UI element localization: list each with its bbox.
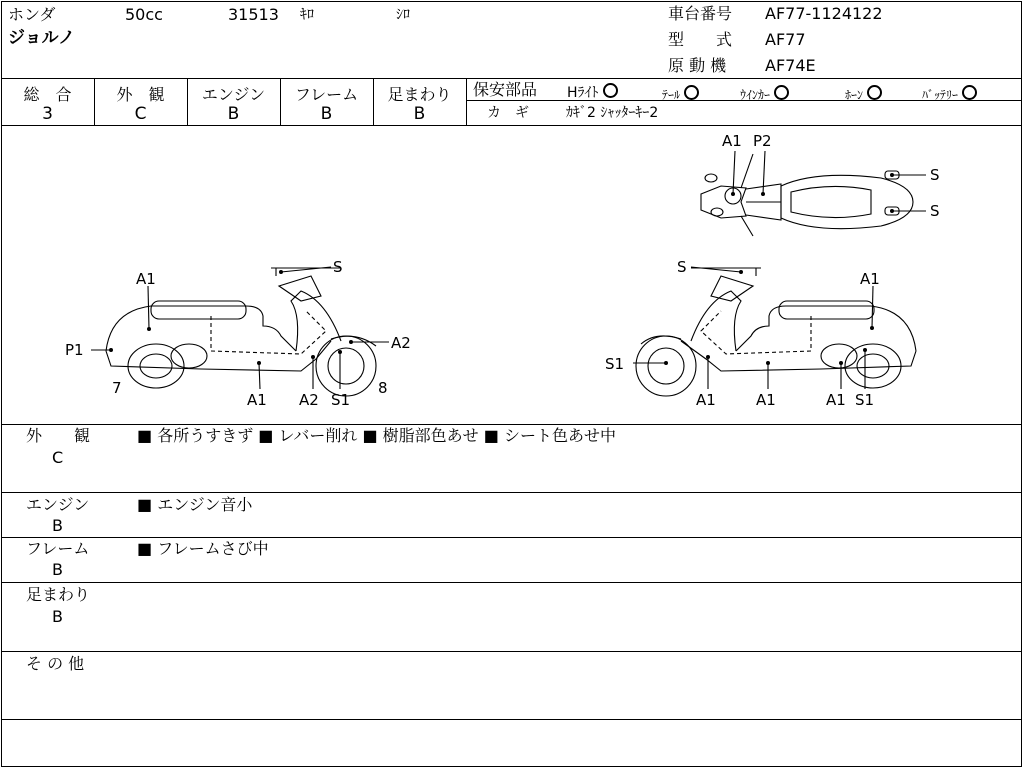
diagram-label: S	[333, 258, 343, 276]
divider	[1, 78, 1022, 79]
safety-item-horn	[845, 85, 882, 101]
ok-circle-icon	[962, 85, 977, 100]
diagram-label: P1	[65, 341, 84, 359]
key-label: カ ギ	[487, 105, 529, 121]
remark-grade-exterior: C	[52, 448, 64, 467]
remark-label-exterior: 外 観	[26, 426, 91, 445]
type-label: 型 式	[668, 30, 733, 49]
overall-grade: 3	[42, 104, 53, 124]
safety-item-battery	[922, 85, 977, 101]
safety-item-label: Hﾗｲﾄ	[567, 85, 599, 101]
safety-item-winker	[740, 85, 789, 101]
ok-circle-icon	[774, 85, 789, 100]
engine-label: エンジン	[201, 85, 266, 104]
frame-no-label: 車台番号	[668, 4, 733, 23]
safety-item-headlight	[567, 83, 618, 100]
safety-item-label: ｳｲﾝｶｰ	[740, 88, 771, 102]
divider	[466, 78, 467, 125]
diagram-label: A2	[299, 391, 319, 409]
diagram-label: S	[677, 258, 687, 276]
mileage-unit: ｷﾛ	[300, 7, 314, 23]
displacement: 50cc	[125, 5, 163, 24]
safety-parts-label: 保安部品	[473, 80, 538, 99]
safety-item-tail	[662, 85, 699, 101]
remark-label-frame: フレーム	[26, 539, 90, 558]
diagram-label: A1	[722, 132, 742, 150]
remark-grade-engine: B	[52, 516, 63, 535]
diagram-label: 8	[378, 379, 388, 397]
type-value: AF77	[765, 30, 806, 49]
remark-text-engine: ■ エンジン音小	[137, 495, 253, 514]
ok-circle-icon	[867, 85, 882, 100]
diagram-label: S1	[605, 355, 625, 373]
suspension-grade: B	[413, 104, 426, 124]
remark-label-other: そ の 他	[26, 654, 85, 673]
leader-lines	[91, 151, 926, 389]
remark-grade-suspension: B	[52, 607, 63, 626]
diagram-label: A1	[136, 270, 156, 288]
safety-item-label: ﾎｰﾝ	[845, 88, 864, 102]
divider	[1, 492, 1022, 493]
overall-label: 総 合	[23, 85, 72, 104]
diagram-label: S1	[331, 391, 351, 409]
ok-circle-icon	[603, 83, 618, 98]
key-value: ｶｷﾞ2 ｼｬｯﾀｰｷｰ2	[566, 105, 659, 121]
diagram-label: A1	[756, 391, 776, 409]
model-name: ジョルノ	[8, 28, 75, 48]
remark-label-engine: エンジン	[26, 495, 90, 514]
mileage: 31513	[228, 5, 279, 24]
divider	[1, 424, 1022, 425]
divider	[1, 537, 1022, 538]
divider	[1, 651, 1022, 652]
remark-text-exterior: ■ 各所うすきず ■ レバー削れ ■ 樹脂部色あせ ■ シート色あせ中	[137, 426, 616, 445]
diagram-label: S	[930, 166, 940, 184]
suspension-label: 足まわり	[387, 85, 452, 104]
engine-model: AF74E	[765, 56, 816, 75]
engine-grade: B	[227, 104, 240, 124]
exterior-label: 外 観	[116, 85, 165, 104]
frame-label: フレーム	[294, 85, 359, 104]
color: ｼﾛ	[396, 7, 410, 23]
engine-model-label: 原 動 機	[668, 56, 727, 75]
safety-item-label: ﾃｰﾙ	[662, 88, 681, 102]
divider	[1, 719, 1022, 720]
ok-circle-icon	[684, 85, 699, 100]
frame-no: AF77-1124122	[765, 4, 883, 23]
remark-text-frame: ■ フレームさび中	[137, 539, 269, 558]
maker: ホンダ	[8, 5, 56, 24]
exterior-grade: C	[134, 104, 147, 124]
diagram-label: S	[930, 202, 940, 220]
diagram-label: A1	[860, 270, 880, 288]
damage-diagram	[1, 126, 1021, 426]
diagram-label: A2	[391, 334, 411, 352]
divider	[1, 582, 1022, 583]
diagram-label: A1	[696, 391, 716, 409]
diagram-label: P2	[753, 132, 772, 150]
remark-grade-frame: B	[52, 560, 63, 579]
frame-grade: B	[320, 104, 333, 124]
safety-item-label: ﾊﾞｯﾃﾘｰ	[922, 88, 959, 102]
diagram-label: A1	[247, 391, 267, 409]
remark-label-suspension: 足まわり	[26, 585, 91, 604]
diagram-label: 7	[112, 379, 122, 397]
diagram-label: A1	[826, 391, 846, 409]
diagram-label: S1	[855, 391, 875, 409]
